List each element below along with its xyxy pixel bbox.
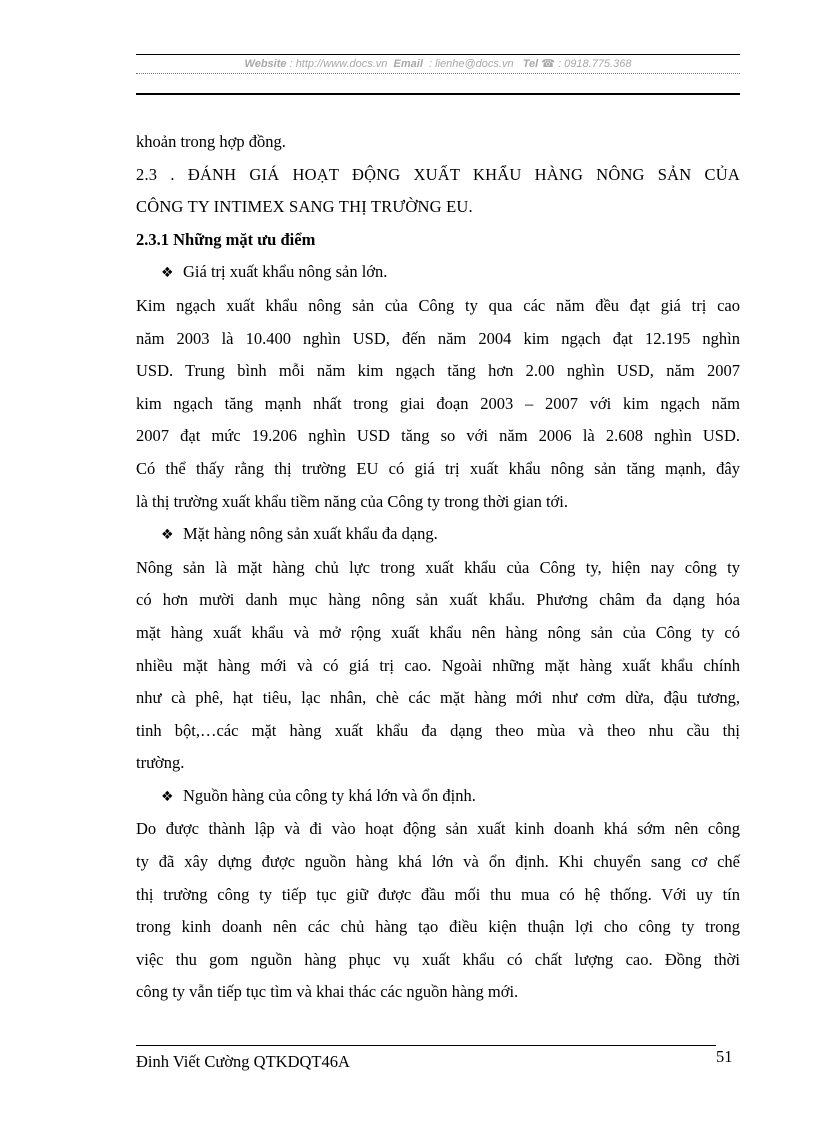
bullet-text: Giá trị xuất khẩu nông sản lớn.: [183, 262, 388, 282]
paragraph-line: như cà phê, hạt tiêu, lạc nhân, chè các mặt hàng mới như cơm dừa, đậu tương,: [136, 688, 740, 708]
paragraph-line: công ty vẫn tiếp tục tìm và khai thác các nguồn hàng mới.: [136, 982, 519, 1002]
header-bottom-rule: [136, 93, 740, 95]
paragraph-line: trường.: [136, 753, 185, 773]
website-value: : http://www.docs.vn: [289, 58, 388, 70]
bullet-text: Mặt hàng nông sản xuất khẩu đa dạng.: [183, 524, 438, 544]
paragraph-line: Có thể thấy rằng thị trường EU có giá trị xuất khẩu nông sản tăng mạnh, đây: [136, 458, 740, 478]
paragraph-2: [136, 552, 740, 780]
paragraph-line: 2007 đạt mức 19.206 nghìn USD tăng so với năm 2006 là 2.608 nghìn USD.: [136, 426, 740, 446]
website-label: Website: [244, 58, 287, 70]
diamond-bullet-icon: ❖: [161, 265, 174, 282]
continuation-line: khoản trong hợp đồng.: [136, 132, 286, 151]
paragraph-line: Kim ngạch xuất khẩu nông sản của Công ty qua các năm đều đạt giá trị cao: [136, 295, 740, 315]
footer-author: Đinh Viết Cường QTKDQT46A: [136, 1052, 350, 1071]
diamond-bullet-icon: ❖: [161, 527, 174, 544]
section-heading-line-1: 2.3 . ĐÁNH GIÁ HOẠT ĐỘNG XUẤT KHẨU HÀNG NÔNG SẢN CỦA: [136, 164, 740, 184]
paragraph-line: năm 2003 là 10.400 nghìn USD, đến năm 2004 kim ngạch đạt 12.195 nghìn: [136, 328, 740, 348]
header-dotted-rule: [136, 73, 740, 74]
paragraph-line: ty đã xây dựng được nguồn hàng khá lớn và ổn định. Khi chuyển sang cơ chế: [136, 852, 740, 872]
diamond-bullet-icon: ❖: [161, 788, 174, 805]
email-value: : lienhe@docs.vn: [429, 58, 514, 70]
email-label: Email: [393, 58, 423, 70]
header-top-rule: [136, 54, 740, 55]
section-heading-line-2: CÔNG TY INTIMEX SANG THỊ TRƯỜNG EU.: [136, 197, 473, 217]
paragraph-line: có hơn mười danh mục hàng nông sản xuất khẩu. Phương châm đa dạng hóa: [136, 590, 740, 610]
paragraph-1: [136, 290, 740, 518]
paragraph-line: nhiều mặt hàng mới và có giá trị cao. Ngoài những mặt hàng xuất khẩu chính: [136, 655, 740, 675]
paragraph-line: USD. Trung bình mỗi năm kim ngạch tăng hơn 2.00 nghìn USD, năm 2007: [136, 361, 740, 381]
tel-value: : 0918.775.368: [558, 58, 632, 70]
bullet-item-3: [136, 780, 740, 814]
paragraph-line: việc thu gom nguồn hàng phục vụ xuất khẩu có chất lượng cao. Đồng thời: [136, 949, 740, 969]
paragraph-line: trong kinh doanh nên các chủ hàng tạo điều kiện thuận lợi cho công ty trong: [136, 917, 740, 937]
paragraph-line: là thị trường xuất khẩu tiềm năng của Công ty trong thời gian tới.: [136, 491, 568, 511]
paragraph-line: tinh bột,…các mặt hàng xuất khẩu đa dạng theo mùa và theo nhu cầu thị: [136, 720, 740, 740]
paragraph-line: mặt hàng xuất khẩu và mở rộng xuất khẩu nên hàng nông sản của Công ty có: [136, 622, 740, 642]
paragraph-line: kim ngạch tăng mạnh nhất trong giai đoạn 2003 – 2007 với kim ngạch năm: [136, 393, 740, 413]
paragraph-line: Do được thành lập và đi vào hoạt động sản xuất kinh doanh khá sớm nên công: [136, 819, 740, 839]
subsection-heading: 2.3.1 Những mặt ưu điểm: [136, 229, 316, 249]
bullet-item-2: [136, 518, 740, 552]
paragraph-line: thị trường công ty tiếp tục giữ được đầu mối thu mua có hệ thống. Với uy tín: [136, 884, 740, 904]
paragraph-line: Nông sản là mặt hàng chủ lực trong xuất khẩu của Công ty, hiện nay công ty: [136, 557, 740, 577]
phone-icon: ☎: [541, 58, 555, 70]
bullet-item-1: [136, 256, 740, 290]
header-contact-line: [136, 57, 740, 71]
page-number: 51: [716, 1047, 733, 1066]
footer-rule: [136, 1045, 716, 1046]
document-body: [136, 126, 740, 1009]
paragraph-3: [136, 813, 740, 1009]
tel-label: Tel: [522, 58, 539, 70]
bullet-text: Nguồn hàng của công ty khá lớn và ổn định.: [183, 785, 476, 805]
